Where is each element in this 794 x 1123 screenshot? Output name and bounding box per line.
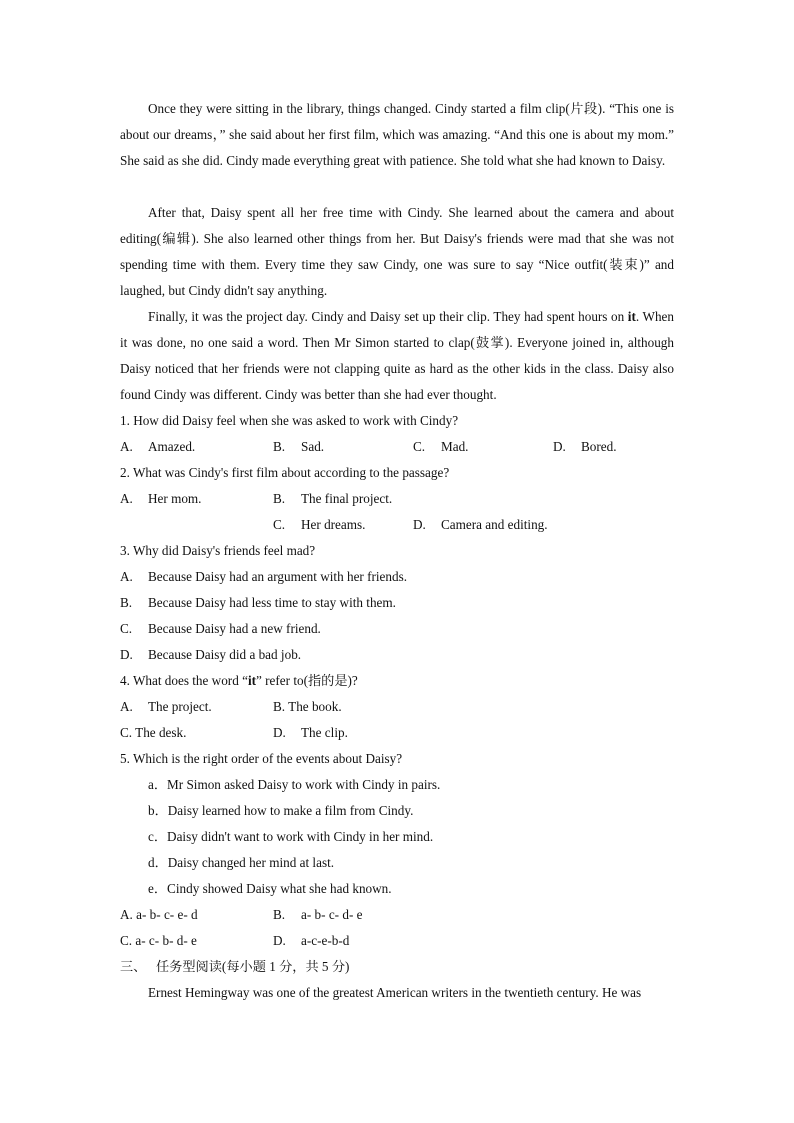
question-1-option-d[interactable]: D. Bored. [553,439,617,454]
question-1-stem: 1. How did Daisy feel when she was asked to work with Cindy? [120,413,459,428]
question-3-option-a[interactable]: A. Because Daisy had an argument with her friends. [120,569,408,584]
question-4-stem: 4. What does the word “it” refer to(指的是)? [120,673,358,688]
question-3-stem: 3. Why did Daisy's friends feel mad? [120,543,316,558]
passage-paragraph-3: Finally, it was the project day. Cindy and Daisy set up their clip. They had spent hours on it. When it was done, no one said a word. Then Mr Simon started to clap(鼓掌). Everyone joined in, although Daisy noticed that her friends were not clapping quite as hard as the other kids in the class. Daisy also found Cindy was different. Cindy was better than she had ever thought. [120,309,674,402]
event-item: a．Mr Simon asked Daisy to work with Cindy in pairs. [148,777,441,792]
question-4-option-d[interactable]: D. The clip. [273,725,348,740]
passage-paragraph-2: After that, Daisy spent all her free time with Cindy. She learned about the camera and about editing(编辑). She also learned other things from her. But Daisy's friends were mad that she was not spending time with them. Every time they saw Cindy, one was sure to say “Nice outfit(装束)” and laughed, but Cindy didn't say anything. [120,205,674,298]
question-5-option-d[interactable]: D. a-c-e-b-d [273,933,350,948]
bold-word-it: it [247,673,256,688]
question-3-option-b[interactable]: B. Because Daisy had less time to stay with them. [120,595,396,610]
question-2-stem: 2. What was Cindy's first film about according to the passage? [120,465,450,480]
passage-paragraph-1: Once they were sitting in the library, things changed. Cindy started a film clip(片段). “This one is about our dreams，” she said about her first film, which was amazing. “And this one is about my mom.” She said as she did. Cindy made everything great with patience. She told what she had known to Daisy. [120,101,674,168]
section-3-passage-first-line: Ernest Hemingway was one of the greatest American writers in the twentieth century. He was [148,985,642,1000]
question-2-option-b[interactable]: B. The final project. [273,491,393,506]
event-item: d．Daisy changed her mind at last. [148,855,335,870]
section-heading: 三、 任务型阅读(每小题 1 分，共 5 分) [120,959,350,974]
question-5-option-b[interactable]: B. a- b- c- d- e [273,907,363,922]
question-2-option-a[interactable]: A. Her mom. [120,491,202,506]
question-5-option-a[interactable]: A. a- b- c- e- d [120,907,198,922]
question-3-option-d[interactable]: D. Because Daisy did a bad job. [120,647,302,662]
question-4-option-a[interactable]: A. The project. [120,699,212,714]
question-5-stem: 5. Which is the right order of the events about Daisy? [120,751,403,766]
question-2-option-c[interactable]: C. Her dreams. [273,517,366,532]
question-2-option-d[interactable]: D. Camera and editing. [413,517,548,532]
question-1-option-a[interactable]: A. Amazed. [120,439,196,454]
question-4-option-c[interactable]: C. The desk. [120,725,187,740]
question-3-option-c[interactable]: C. Because Daisy had a new friend. [120,621,321,636]
event-item: e．Cindy showed Daisy what she had known. [148,881,392,896]
question-1-option-c[interactable]: C. Mad. [413,439,469,454]
question-1-option-b[interactable]: B. Sad. [273,439,325,454]
event-item: b．Daisy learned how to make a film from Cindy. [148,803,414,818]
question-5-option-c[interactable]: C. a- c- b- d- e [120,933,197,948]
event-item: c．Daisy didn't want to work with Cindy in her mind. [148,829,434,844]
bold-word-it: it [627,309,636,324]
question-4-option-b[interactable]: B. The book. [273,699,342,714]
